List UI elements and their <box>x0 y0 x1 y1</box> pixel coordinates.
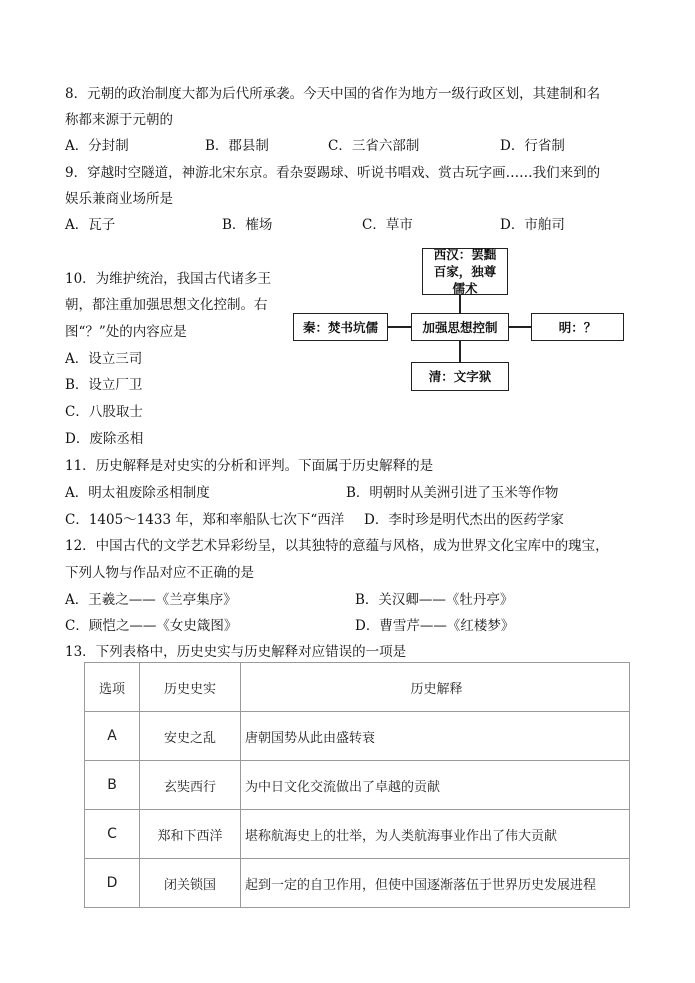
table-row <box>85 859 630 908</box>
row-option: D <box>85 859 140 908</box>
row-explanation: 堪称航海史上的壮举，为人类航海事业作出了伟大贡献 <box>241 810 630 859</box>
diagram-box-bottom <box>411 362 509 391</box>
row-explanation: 为中日文化交流做出了卓越的贡献 <box>241 761 630 810</box>
header-option: 选项 <box>85 663 140 712</box>
q10-option-d: D．废除丞相 <box>65 431 144 447</box>
q12-option-a: A．王羲之——《兰亭集序》 <box>65 592 237 608</box>
q10-option-c: C．八股取士 <box>65 404 143 420</box>
q11-option-a: A．明太祖废除丞相制度 <box>65 485 210 501</box>
q10-stem-line2: 朝，都注重加强思想文化控制。右 <box>65 297 268 313</box>
diagram-box-left <box>293 313 388 341</box>
diagram-box-top <box>422 248 508 295</box>
diagram-box-right <box>531 313 624 341</box>
q8-stem-line1: 8．元朝的政治制度大都为后代所承袭。今天中国的省作为地方一级行政区划，其建制和名 <box>65 86 601 102</box>
q8-stem-line2: 称都来源于元朝的 <box>65 112 173 128</box>
q12-stem-line2: 下列人物与作品对应不正确的是 <box>65 565 254 581</box>
header-explanation: 历史解释 <box>241 663 630 712</box>
q11-option-d: D．李时珍是明代杰出的医药学家 <box>364 512 564 528</box>
row-fact: 闭关锁国 <box>140 859 241 908</box>
q12-option-c: C．顾恺之——《女史箴图》 <box>65 618 238 634</box>
table-row <box>85 712 630 761</box>
q10-stem-line3: 图“？”处的内容应是 <box>65 324 187 340</box>
q8-option-d: D．行省制 <box>500 138 565 154</box>
q8-option-a: A．分封制 <box>65 138 129 154</box>
table-row <box>85 761 630 810</box>
q8-option-c: C．三省六部制 <box>328 138 420 154</box>
diagram-box-center <box>411 313 509 341</box>
row-explanation: 唐朝国势从此由盛转衰 <box>241 712 630 761</box>
q9-stem-line1: 9．穿越时空隧道，神游北宋东京。看杂耍踢球、听说书唱戏、赏古玩字画……我们来到的 <box>65 165 601 181</box>
row-fact: 郑和下西洋 <box>140 810 241 859</box>
q12-stem-line1: 12．中国古代的文学艺术异彩纷呈，以其独特的意蕴与风格，成为世界文化宝库中的瑰宝， <box>65 538 609 554</box>
q10-stem-line1: 10．为维护统治，我国古代诸多王 <box>65 271 272 287</box>
q9-option-c: C．草市 <box>362 217 413 233</box>
diagram-box-right-text: 明：？ <box>558 319 597 335</box>
row-fact: 安史之乱 <box>140 712 241 761</box>
q11-stem: 11．历史解释是对史实的分析和评判。下面属于历史解释的是 <box>65 458 434 474</box>
q10-option-a: A．设立三司 <box>65 351 143 367</box>
row-option: C <box>85 810 140 859</box>
table-row <box>85 810 630 859</box>
q10-option-b: B．设立厂卫 <box>65 377 143 393</box>
row-option: B <box>85 761 140 810</box>
q13-stem: 13．下列表格中，历史史实与历史解释对应错误的一项是 <box>65 644 407 660</box>
diagram-box-bottom-text: 清：文字狱 <box>428 369 492 384</box>
q12-option-b: B．关汉卿——《牡丹亭》 <box>355 592 514 608</box>
q9-option-d: D．市舶司 <box>500 217 565 233</box>
q12-option-d: D．曹雪芹——《红楼梦》 <box>355 618 515 634</box>
connector-top <box>459 295 461 313</box>
q9-stem-line2: 娱乐兼商业场所是 <box>65 191 173 207</box>
table-header-row <box>85 663 630 712</box>
diagram-box-left-text: 秦：焚书坑儒 <box>302 319 378 335</box>
q11-option-b: B．明朝时从美洲引进了玉米等作物 <box>346 485 559 501</box>
connector-bottom <box>459 341 461 362</box>
header-fact: 历史史实 <box>140 663 241 712</box>
q9-option-b: B．榷场 <box>222 217 273 233</box>
q13-table <box>84 662 630 908</box>
row-option: A <box>85 712 140 761</box>
q8-option-b: B．郡县制 <box>205 138 269 154</box>
q9-option-a: A．瓦子 <box>65 217 116 233</box>
q11-option-c: C．1405～1433 年，郑和率船队七次下“西洋 <box>65 512 345 528</box>
connector-left <box>388 326 412 328</box>
row-explanation: 起到一定的自卫作用，但使中国逐渐落伍于世界历史发展进程 <box>241 859 630 908</box>
diagram-box-top-text: 西汉：罢黜百家，独尊儒术 <box>433 247 497 296</box>
connector-right <box>509 326 531 328</box>
row-fact: 玄奘西行 <box>140 761 241 810</box>
diagram-box-center-text: 加强思想控制 <box>422 319 498 335</box>
